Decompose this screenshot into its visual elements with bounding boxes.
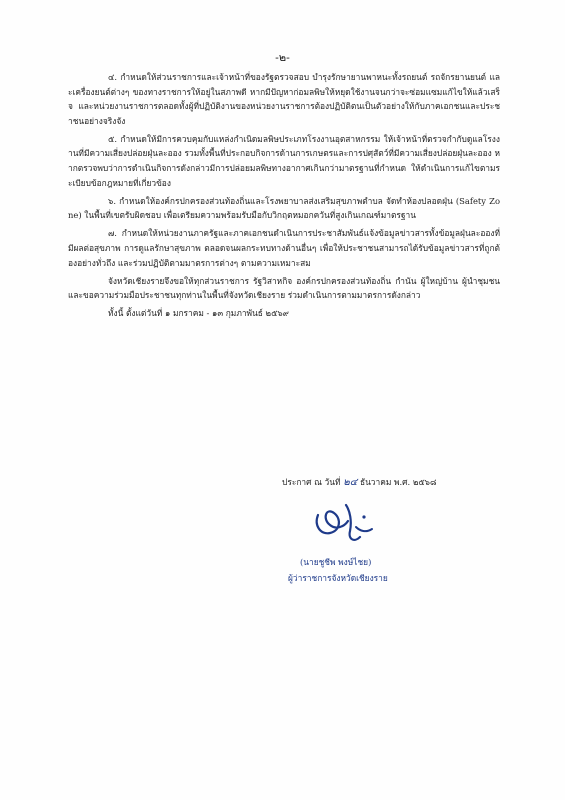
paragraph-measure-5: ๕. กำหนดให้มีการควบคุมกับแหล่งกำเนิดมลพิษประเภทโรงงานอุตสาหกรรม ให้เจ้าหน้าที่ตรวจกำกับดูแลโรงงานที่มีความเสี่ยงปล่อยฝุ่นละออง รวมทั้งพื้นที่ประกอบกิจการด้านการเกษตรและการปศุสัตว์ที่มีความเสี่ยงปล่อยฝุ่นละออง หากตรวจพบว่าการดำเนินกิจการดังกล่าวมีการปล่อยมลพิษทางอากาศเกินกว่ามาตรฐานที่กำหนด ให้ดำเนินการแก้ไขตามระเบียบข้อกฎหมายที่เกี่ยวข้อง — [68, 133, 500, 188]
paragraph-measure-7: ๗. กำหนดให้หน่วยงานภาครัฐและภาคเอกชนดำเนินการประชาสัมพันธ์แจ้งข้อมูลข่าวสารทั้งข้อมูลฝุ่นละอองที่มีผลต่อสุขภาพ การดูแลรักษาสุขภาพ ตลอดจนผลกระทบทางด้านอื่นๆ เพื่อให้ประชาชนสามารถได้รับข้อมูลข่าวสารที่ถูกต้องอย่างทั่วถึง และร่วมปฏิบัติตามมาตรการต่างๆ ตามความเหมาะสม — [68, 228, 500, 268]
announcement-prefix: ประกาศ ณ วันที่ — [282, 477, 341, 487]
paragraph-measure-6: ๖. กำหนดให้องค์กรปกครองส่วนท้องถิ่นและโรงพยาบาลส่งเสริมสุขภาพตำบล จัดทำห้องปลอดฝุ่น (Safety Zone) ในพื้นที่เขตรับผิดชอบ เพื่อเตรียมความพร้อมรับมือกับวิกฤตหมอกควันที่สูงเกินเกณฑ์มาตรฐาน — [68, 195, 500, 221]
paragraph-measure-4: ๔. กำหนดให้ส่วนราชการและเจ้าหน้าที่ของรัฐตรวจสอบ บำรุงรักษายานพาหนะทั้งรถยนต์ รถจักรยานยนต์ และเครื่องยนต์ต่างๆ ของทางราชการให้อยู่ในสภาพดี หากมีปัญหาก่อมลพิษให้หยุดใช้งานจนกว่าจะซ่อมแซมแก้ไขให้แล้วเสร็จ และหน่วยงานราชการตลอดทั้งผู้ที่ปฏิบัติงานของหน่วยงานราชการต้องปฏิบัติตนเป็นตัวอย่างให้กับภาคเอกชนและประชาชนอย่างจริงจัง — [68, 72, 500, 126]
announcement-date-line — [282, 475, 436, 491]
page-number: -๒- — [275, 51, 290, 64]
paragraph-request: จังหวัดเชียงรายจึงขอให้ทุกส่วนราชการ รัฐวิสาหกิจ องค์กรปกครองส่วนท้องถิ่น กำนัน ผู้ใหญ่บ้าน ผู้นำชุมชน และขอความร่วมมือประชาชนทุกท่านในพื้นที่จังหวัดเชียงราย ร่วมดำเนินการตามมาตรการดังกล่าว — [68, 275, 500, 301]
announcement-day-handwritten: ๒๔ — [343, 477, 358, 488]
signature-icon — [296, 497, 384, 551]
document-body — [68, 70, 500, 325]
signer-name: (นายชูชีพ พงษ์ไชย) — [300, 557, 372, 567]
announcement-suffix: ธันวาคม พ.ศ. ๒๕๖๘ — [359, 477, 437, 487]
paragraph-effective-period: ทั้งนี้ ตั้งแต่วันที่ ๑ มกราคม - ๑๓ กุมภาพันธ์ ๒๕๖๙ — [108, 308, 289, 319]
signer-title: ผู้ว่าราชการจังหวัดเชียงราย — [288, 573, 388, 583]
